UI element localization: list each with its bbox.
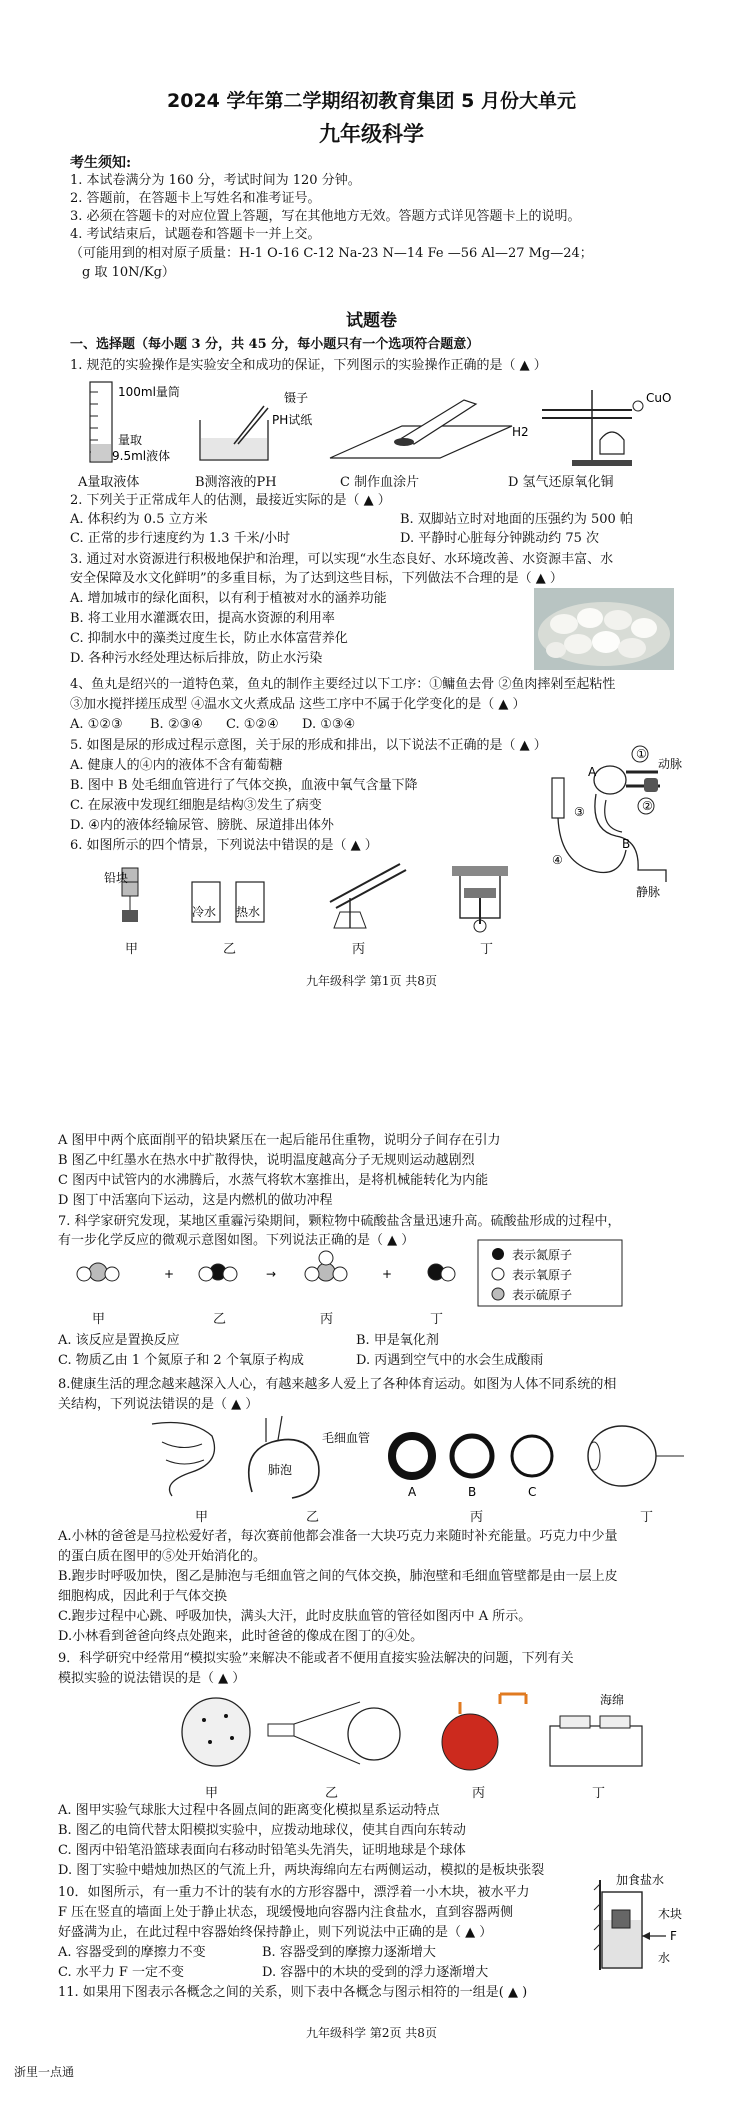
q7-stem-line1: 7. 科学家研究发现，某地区重霾污染期间，颗粒物中硫酸盐含量迅速升高。硫酸盐形成的过程中， <box>58 1214 621 1229</box>
q4-stem-line1: 4、鱼丸是绍兴的一道特色菜，鱼丸的制作主要经过以下工序：①鳙鱼去骨 ②鱼肉摔剁至起粘性 <box>70 677 616 692</box>
q10-label-salt-water: 加食盐水 <box>616 1873 665 1887</box>
q9-option-a: A. 图甲实验气球胀大过程中各圆点间的距离变化模拟星系运动特点 <box>58 1803 440 1818</box>
q9-figure <box>170 1686 650 1780</box>
nephron-label-vein: 静脉 <box>636 885 661 899</box>
q3-stem-line1: 3. 通过对水资源进行积极地保护和治理，可以实现“水生态良好、水环境改善、水资源丰富、水 <box>70 552 614 567</box>
notice-heading: 考生须知: <box>70 155 132 171</box>
q5-stem: 5. 如图是尿的形成过程示意图，关于尿的形成和排出，以下说法不正确的是（ ▲ ） <box>70 738 547 753</box>
glomerulus <box>594 766 626 794</box>
q4-option-a: A. ①②③ <box>70 717 123 732</box>
q10-option-a: A. 容器受到的摩擦力不变 <box>58 1945 206 1960</box>
q8-label-b: B <box>468 1485 477 1499</box>
q10-option-c: C. 水平力 F 一定不变 <box>58 1965 185 1980</box>
q8-figure <box>132 1412 692 1504</box>
q1-figure <box>72 378 692 470</box>
q9-stem-line1: 9．科学研究中经常用“模拟实验”来解决不能或者不便用直接实验法解决的问题，下列有关 <box>58 1651 574 1666</box>
q7-option-a: A. 该反应是置换反应 <box>58 1333 180 1348</box>
exam-title: 2024 学年第二学期绍初教育集团 5 月份大单元 <box>167 90 576 112</box>
q10-stem-line1: 10．如图所示，有一重力不计的装有水的方形容器中，漂浮着一小木块，被水平力 <box>58 1885 530 1900</box>
q10-option-b: B. 容器受到的摩擦力逐渐增大 <box>262 1945 436 1960</box>
q6-option-a: A 图甲中两个底面削平的铅块紧压在一起后能吊住重物，说明分子间存在引力 <box>58 1133 501 1148</box>
q10-label-force: F <box>670 1929 677 1943</box>
q1-caption-c: C 制作血涂片 <box>340 475 420 490</box>
q6-caption-jia: 甲 <box>125 942 139 957</box>
sponge <box>560 1716 590 1728</box>
q6-label-hot: 热水 <box>236 905 261 919</box>
q3-option-b: B. 将工业用水灌溉农田，提高水资源的利用率 <box>70 611 335 626</box>
q8-caption-jia: 甲 <box>195 1510 209 1525</box>
q6-caption-bing: 丙 <box>352 942 366 957</box>
q4-option-d: D. ①③④ <box>302 717 356 732</box>
q8-caption-bing: 丙 <box>470 1510 484 1525</box>
q1-label-ph-paper: PH试纸 <box>272 413 313 427</box>
exam-page-2 <box>0 1120 743 2102</box>
water-tank <box>550 1726 642 1766</box>
spreader-slide <box>402 400 476 444</box>
q8-option-a-line1: A.小林的爸爸是马拉松爱好者，每次赛前他都会准备一大块巧克力来随时补充能量。巧克力中少量 <box>58 1529 618 1544</box>
q9-label-sponge: 海绵 <box>600 1693 625 1707</box>
nephron-label-b: B <box>622 837 631 851</box>
q5-option-b: B. 图中 B 处毛细血管进行了气体交换，血液中氧气含量下降 <box>70 778 418 793</box>
q8-stem-line1: 8.健康生活的理念越来越深入人心，有越来越多人爱上了各种体育运动。如图为人体不同系统的相 <box>58 1377 617 1392</box>
q7-reaction-figure <box>60 1238 640 1308</box>
notice-line: 1. 本试卷满分为 160 分，考试时间为 120 分钟。 <box>70 173 361 188</box>
q7-label-bing: 丙 <box>320 1312 334 1327</box>
nephron-figure <box>540 740 690 900</box>
q2-option-a: A. 体积约为 0.5 立方米 <box>70 512 208 527</box>
notice-line: g 取 10N/Kg） <box>82 265 175 280</box>
q8-option-b-line2: 细胞构成，因此利于气体交换 <box>58 1589 228 1604</box>
q3-option-d: D. 各种污水经处理达标后排放，防止水污染 <box>70 651 323 666</box>
q10-stem-line3: 好盛满为止，在此过程中容器始终保持静止，则下列说法中正确的是（ ▲ ） <box>58 1925 493 1940</box>
q5-option-c: C. 在尿液中发现红细胞是结构③发生了病变 <box>70 798 322 813</box>
q8-caption-yi: 乙 <box>306 1510 320 1525</box>
q7-option-c: C. 物质乙由 1 个氮原子和 2 个氧原子构成 <box>58 1353 304 1368</box>
q10-stem-line2: F 压在竖直的墙面上处于静止状态，现缓慢地向容器内注食盐水，直到容器两侧 <box>58 1905 514 1920</box>
q4-option-b: B. ②③④ <box>150 717 203 732</box>
q2-option-b: B. 双脚站立时对地面的压强约为 500 帕 <box>400 512 633 527</box>
q6-caption-ding: 丁 <box>480 942 494 957</box>
q7-label-jia: 甲 <box>92 1312 106 1327</box>
exam-subtitle: 九年级科学 <box>319 122 424 146</box>
notice-line: 4. 考试结束后，试题卷和答题卡一并上交。 <box>70 227 321 242</box>
q3-stem-line2: 安全保障及水文化鲜明”的多重目标，为了达到这些目标，下列做法不合理的是（ ▲ ） <box>70 571 563 586</box>
q2-option-c: C. 正常的步行速度约为 1.3 千米/小时 <box>70 531 291 546</box>
q1-label-h2: H2 <box>512 425 529 439</box>
q5-option-a: A. 健康人的④内的液体不含有葡萄糖 <box>70 758 283 773</box>
q6-label-cold: 冷水 <box>192 905 217 919</box>
notice-line: 3. 必须在答题卡的对应位置上答题，写在其他地方无效。答题方式详见答题卡上的说明。 <box>70 209 581 224</box>
nephron-label-3: ③ <box>574 805 585 819</box>
vessel-b <box>452 1436 492 1476</box>
q1-stem: 1. 规范的实验操作是实验安全和成功的保证，下列图示的实验操作正确的是（ ▲ ） <box>70 358 547 373</box>
q10-label-block: 木块 <box>658 1907 683 1921</box>
q9-option-c: C. 图丙中铅笔沿篮球表面向右移动时铅笔头先消失，证明地球是个球体 <box>58 1843 466 1858</box>
nephron-label-artery: 动脉 <box>658 757 683 771</box>
q9-caption-bing: 丙 <box>472 1786 486 1801</box>
watermark: 浙里一点通 <box>14 2065 75 2079</box>
nephron-label-a: A <box>588 765 597 779</box>
q4-option-c: C. ①②④ <box>226 717 279 732</box>
plus-sign: + <box>382 1267 393 1281</box>
fishball-photo <box>534 588 674 670</box>
q10-label-water: 水 <box>658 1951 671 1965</box>
q1-caption-d: D 氢气还原氧化铜 <box>508 475 614 490</box>
nephron-label-2: ② <box>642 799 653 813</box>
q2-option-d: D. 平静时心脏每分钟跳动约 75 次 <box>400 531 600 546</box>
q6-option-c: C 图丙中试管内的水沸腾后，水蒸气将软木塞推出，是将机械能转化为内能 <box>58 1173 489 1188</box>
notice-line: （可能用到的相对原子质量：H-1 O-16 C-12 Na-23 N—14 Fe —56 Al—27 Mg—24； <box>70 246 593 261</box>
q1-label-cuo: CuO <box>646 391 672 405</box>
q6-caption-yi: 乙 <box>223 942 237 957</box>
q6-option-b: B 图乙中红墨水在热水中扩散得快，说明温度越高分子无规则运动越剧烈 <box>58 1153 475 1168</box>
q2-stem: 2. 下列关于正常成年人的估测，最接近实际的是（ ▲ ） <box>70 493 391 508</box>
q9-stem-line2: 模拟实验的说法错误的是（ ▲ ） <box>58 1671 246 1686</box>
q9-caption-yi: 乙 <box>325 1786 339 1801</box>
q7-option-b: B. 甲是氧化剂 <box>356 1333 439 1348</box>
q10-figure <box>592 1870 732 1974</box>
q6-label-lead: 铅块 <box>104 871 129 885</box>
balloon <box>182 1698 250 1766</box>
eyeball <box>588 1426 656 1486</box>
section-title: 试题卷 <box>346 311 397 331</box>
nephron-label-4: ④ <box>552 853 563 867</box>
q8-option-c: C.跑步过程中心跳、呼吸加快，满头大汗，此时皮肤血管的管径如图丙中 A 所示。 <box>58 1609 532 1624</box>
q10-option-d: D. 容器中的木块的受到的浮力逐渐增大 <box>262 1965 489 1980</box>
q8-option-b-line1: B.跑步时呼吸加快，图乙是肺泡与毛细血管之间的气体交换，肺泡壁和毛细血管壁都是由一层上皮 <box>58 1569 618 1584</box>
q11-stem: 11. 如果用下图表示各概念之间的关系，则下表中各概念与图示相符的一组是( ▲ ) <box>58 1985 528 2000</box>
legend-oxygen: 表示氧原子 <box>512 1268 573 1282</box>
vessel-c <box>512 1436 552 1476</box>
q8-label-alveolus: 肺泡 <box>268 1463 293 1477</box>
q7-label-ding: 丁 <box>430 1312 444 1327</box>
flashlight <box>268 1724 294 1736</box>
alcohol-lamp <box>600 432 624 454</box>
part-heading: 一、选择题（每小题 3 分，共 45 分，每小题只有一个选项符合题意） <box>70 337 480 352</box>
digestive-system <box>152 1423 215 1497</box>
page-gap <box>0 1020 743 1120</box>
q9-caption-ding: 丁 <box>592 1786 606 1801</box>
q8-option-a-line2: 的蛋白质在图甲的⑤处开始消化的。 <box>58 1549 267 1564</box>
q8-stem-line2: 关结构，下列说法错误的是（ ▲ ） <box>58 1397 259 1412</box>
q3-option-a: A. 增加城市的绿化面积，以有利于植被对水的涵养功能 <box>70 591 387 606</box>
q1-label-volume: 9.5ml液体 <box>112 449 171 463</box>
q7-label-yi: 乙 <box>213 1312 227 1327</box>
q1-label-cylinder: 100ml量筒 <box>118 385 180 399</box>
page2-footer: 九年级科学 第2页 共8页 <box>306 2026 437 2040</box>
q9-option-d: D. 图丁实验中蜡烛加热区的气流上升，两块海绵向左右两侧运动，模拟的是板块张裂 <box>58 1863 545 1878</box>
q6-stem: 6. 如图所示的四个情景，下列说法中错误的是（ ▲ ） <box>70 838 378 853</box>
legend-nitrogen: 表示氮原子 <box>512 1248 573 1262</box>
nephron-label-1: ① <box>636 747 647 761</box>
wooden-block <box>612 1910 630 1928</box>
basketball <box>442 1714 498 1770</box>
q6-option-d: D 图丁中活塞向下运动，这是内燃机的做功冲程 <box>58 1193 333 1208</box>
notice-line: 2. 答题前，在答题卡上写姓名和准考证号。 <box>70 191 321 206</box>
q8-label-a: A <box>408 1485 417 1499</box>
q1-caption-b: B测溶液的PH <box>195 475 277 490</box>
q9-caption-jia: 甲 <box>205 1786 219 1801</box>
q1-label-measure: 量取 <box>118 433 143 447</box>
q1-label-tweezers: 镊子 <box>284 391 309 405</box>
q6-figure <box>100 858 540 934</box>
q8-option-d: D.小林看到爸爸向终点处跑来，此时爸爸的像成在图丁的④处。 <box>58 1629 424 1644</box>
q3-option-c: C. 抑制水中的藻类过度生长，防止水体富营养化 <box>70 631 348 646</box>
page1-footer: 九年级科学 第1页 共8页 <box>306 974 437 988</box>
plus-sign: + <box>164 1267 175 1281</box>
arrow: → <box>266 1267 277 1281</box>
q1-caption-a: A量取液体 <box>78 475 140 490</box>
q9-option-b: B. 图乙的电筒代替太阳模拟实验中，应拨动地球仪，使其自西向东转动 <box>58 1823 466 1838</box>
q7-option-d: D. 丙遇到空气中的水会生成酸雨 <box>356 1353 544 1368</box>
q8-label-c: C <box>528 1485 537 1499</box>
q8-label-capillary: 毛细血管 <box>322 1431 371 1445</box>
q7-stem-line2: 有一步化学反应的微观示意图如图。下列说法正确的是（ ▲ ） <box>58 1233 415 1248</box>
q4-stem-line2: ③加水搅拌搓压成型 ④温水文火煮成品 这些工序中不属于化学变化的是（ ▲ ） <box>70 697 526 712</box>
q5-option-d: D. ④内的液体经输尿管、膀胱、尿道排出体外 <box>70 818 334 833</box>
globe <box>348 1708 400 1760</box>
q8-caption-ding: 丁 <box>640 1510 654 1525</box>
exam-page-1 <box>0 0 743 1020</box>
legend-sulfur: 表示硫原子 <box>512 1288 573 1302</box>
vessel-a <box>392 1436 432 1476</box>
